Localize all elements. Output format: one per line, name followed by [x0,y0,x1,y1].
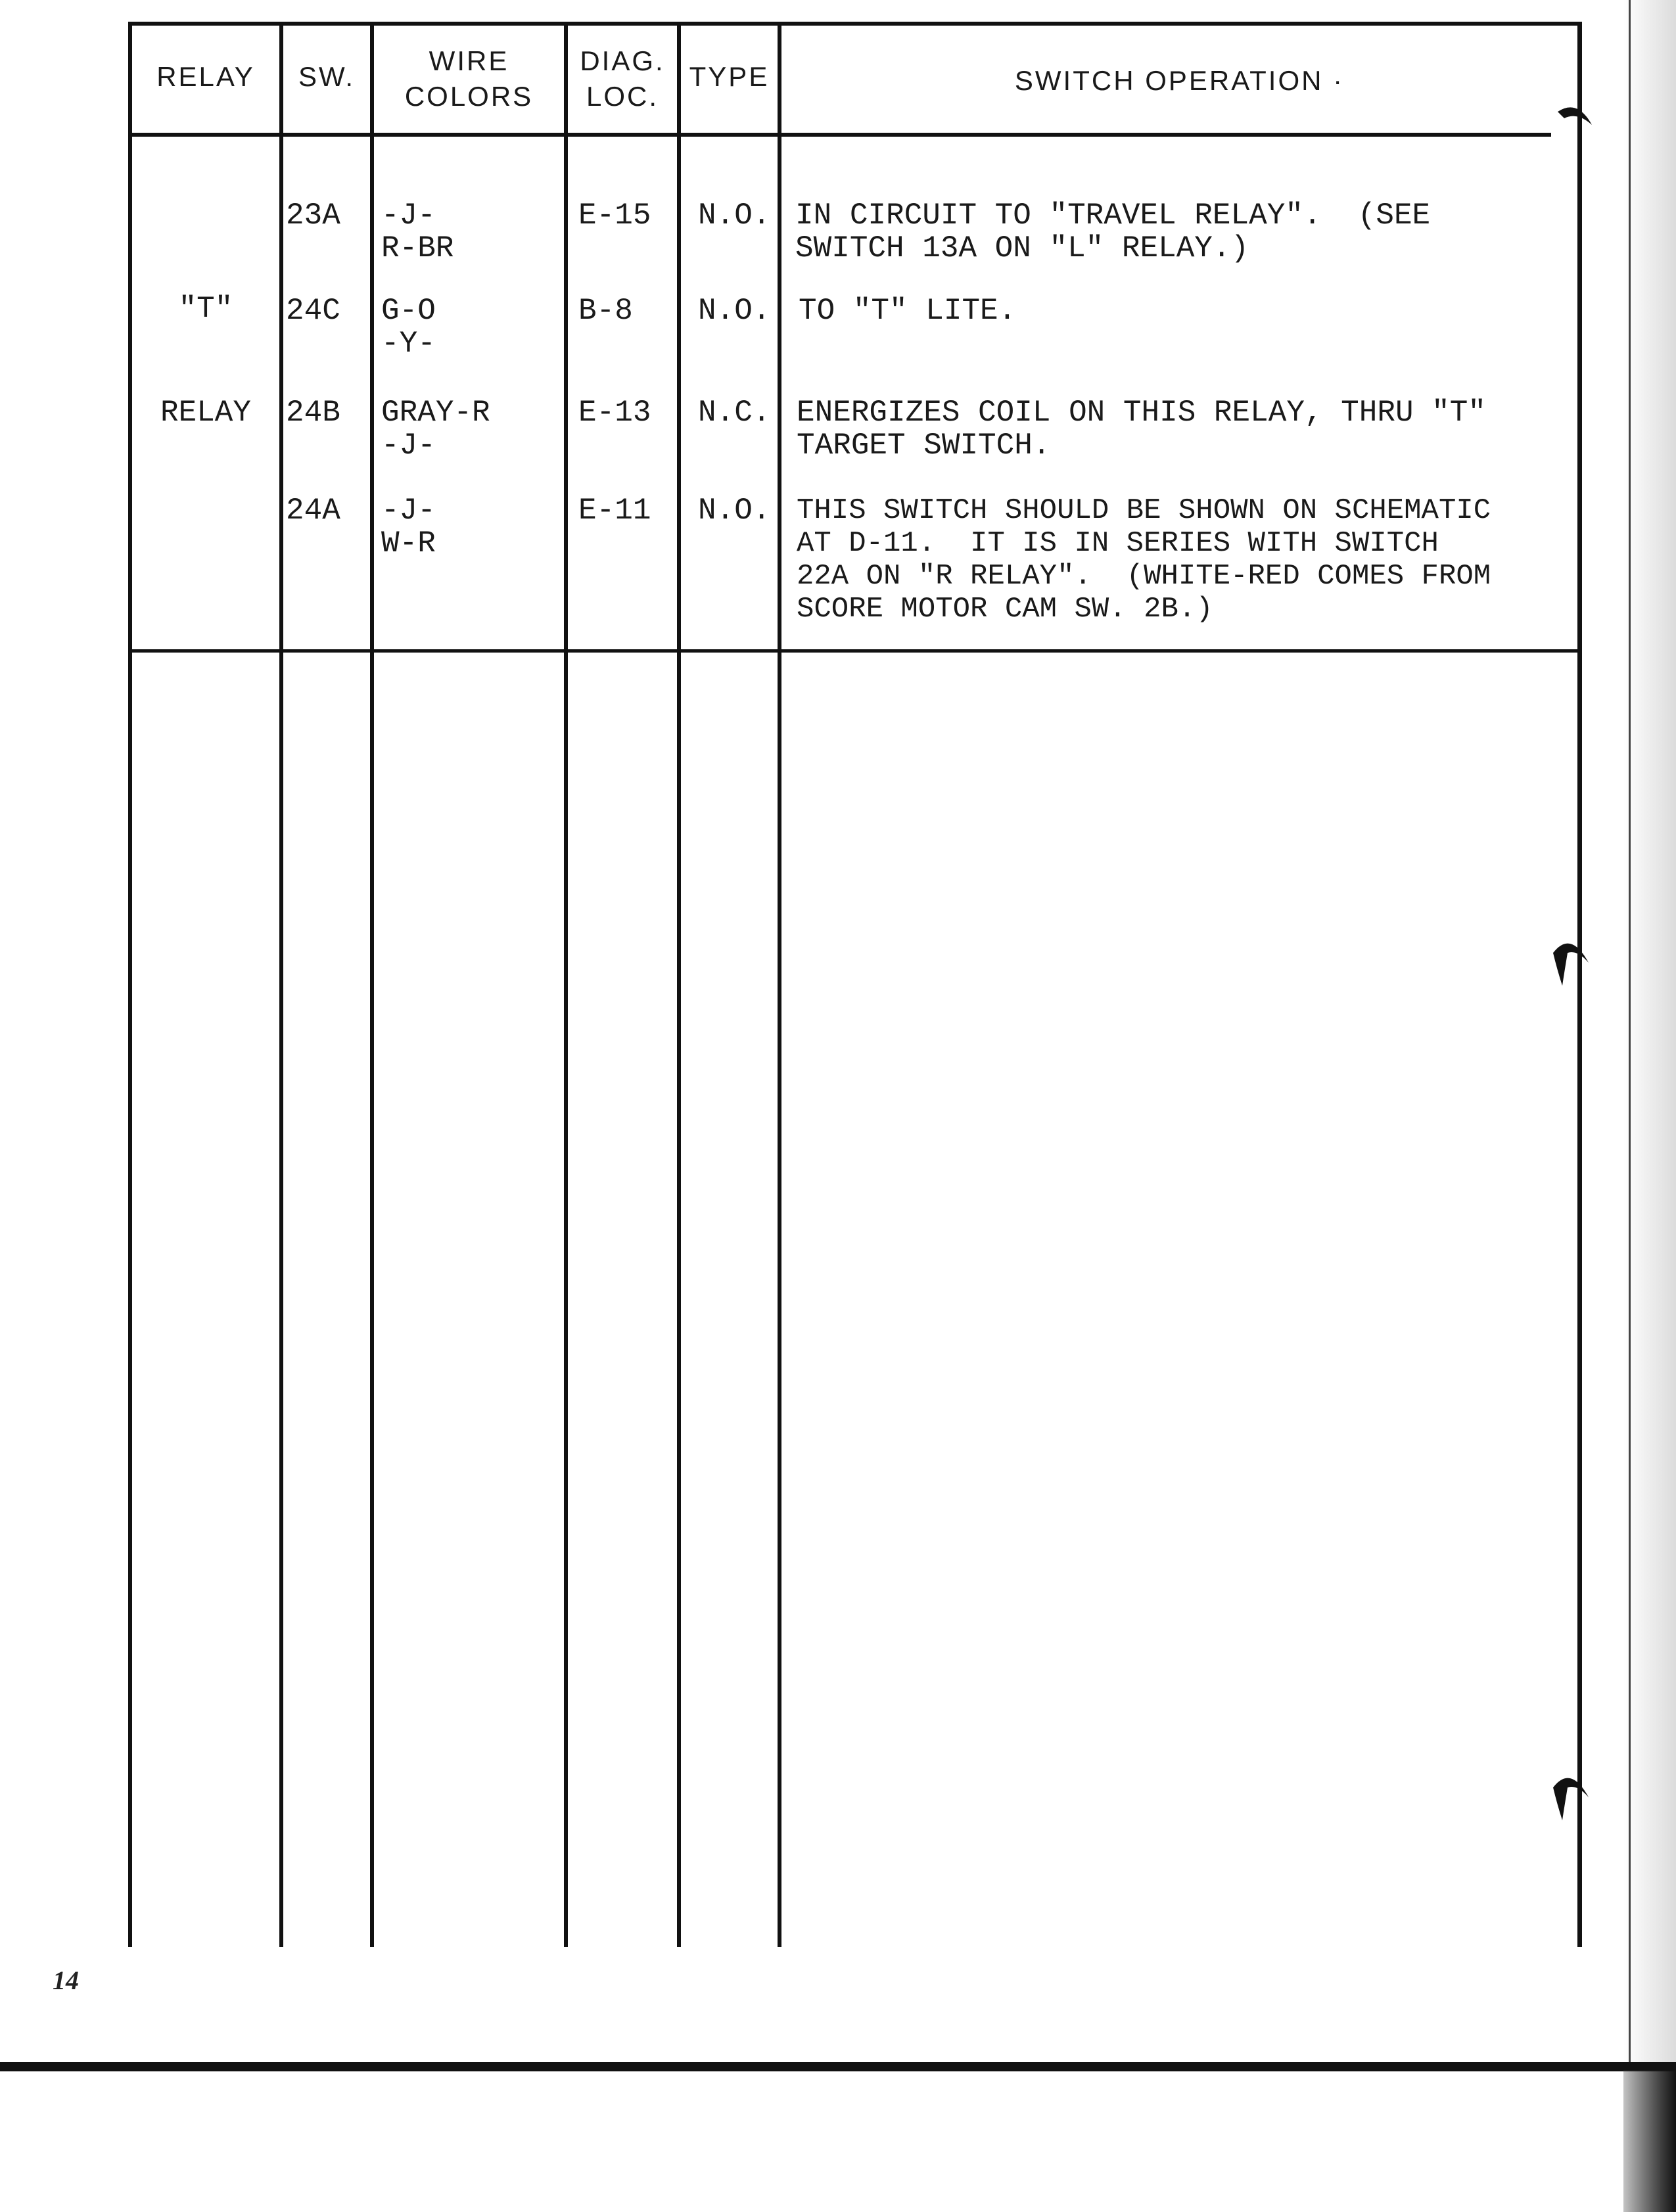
scan-edge-line [1629,0,1631,2070]
row4-loc: E-11 [578,494,651,528]
row2-sw: 24C [286,294,340,328]
relay-label-bottom: RELAY [160,396,252,430]
header-diag-loc: DIAG. LOC. [580,45,665,112]
row3-type: N.C. [698,396,771,430]
row1-operation: IN CIRCUIT TO "TRAVEL RELAY". (SEE SWITCH 13A ON "L" RELAY.) [795,198,1431,265]
row4-wire: -J- W-R [381,494,436,561]
row4-sw: 24A [286,494,340,528]
header-type: TYPE [689,61,770,92]
row2-type: N.O. [698,294,771,328]
section-bottom-border [128,649,1582,653]
binder-ring-bottom-icon [1548,1768,1594,1830]
row4-type: N.O. [698,494,771,528]
row3-sw: 24B [286,396,340,430]
row3-loc: E-13 [578,396,651,430]
binder-ring-middle-icon [1548,933,1594,996]
scan-bottom-corner [1623,2070,1676,2212]
col-divider-wire-loc [564,22,568,1947]
binder-ring-top-icon [1551,99,1597,161]
col-divider-sw-wire [370,22,374,1947]
scan-edge-shadow [1623,0,1676,2212]
row2-loc: B-8 [578,294,633,328]
header-bottom-border [128,133,1551,137]
row1-type: N.O. [698,198,771,233]
header-sw: SW. [298,61,355,92]
row2-wire: G-O -Y- [381,294,436,361]
row1-loc: E-15 [578,198,651,233]
row4-operation: THIS SWITCH SHOULD BE SHOWN ON SCHEMATIC AT D-11. IT IS IN SERIES WITH SWITCH 22A ON "R RELAY". (WHITE-RED COMES FROM SCORE MOTOR CAM SW. 2B.) [797,494,1491,626]
relay-label-top: "T" [178,292,233,326]
row3-operation: ENERGIZES COIL ON THIS RELAY, THRU "T" TARGET SWITCH. [797,396,1486,463]
header-switch-operation: SWITCH OPERATION · [1014,65,1345,96]
row3-wire: GRAY-R -J- [381,396,490,463]
header-wire-colors: WIRE COLORS [404,45,534,112]
col-divider-type-op [778,22,781,1947]
scan-bottom-bar [0,2062,1676,2071]
col-divider-relay-sw [279,22,283,1947]
page-number: 14 [53,1966,79,1995]
table-top-border [128,22,1582,26]
header-relay: RELAY [156,61,255,92]
col-divider-loc-type [677,22,681,1947]
row1-sw: 23A [286,198,340,233]
row1-wire: -J- R-BR [381,198,454,265]
row2-operation: TO "T" LITE. [799,294,1017,328]
